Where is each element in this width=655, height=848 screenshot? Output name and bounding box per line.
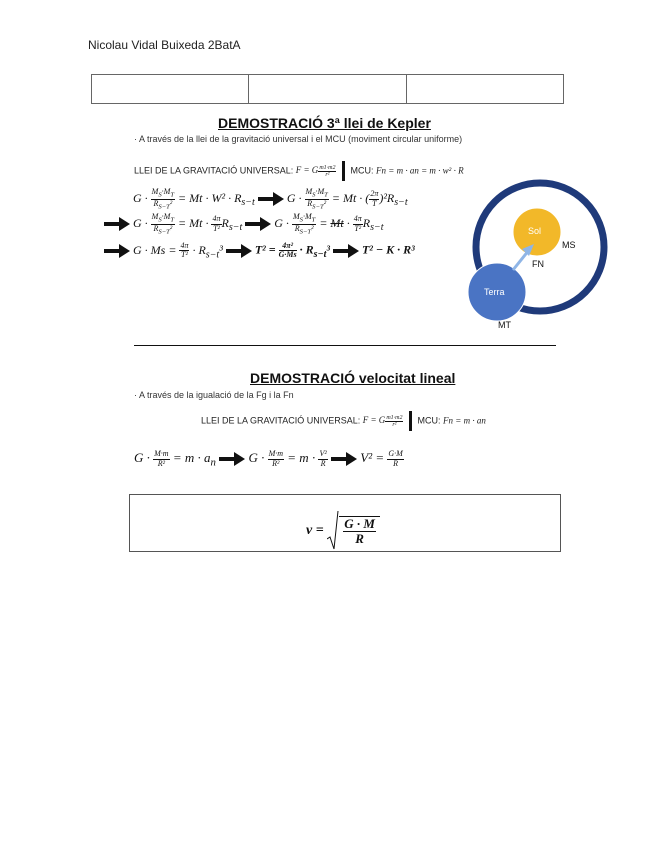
mcu-formula: Fn = m · an = m · w² · R (376, 165, 464, 176)
section-divider (134, 345, 556, 346)
equation-row-3: G · Ms = $\frac{4\pi}{\text{T²}}$ · $R_{s-t}^3$ T² = $\frac{\text{4π²}}{G\cdot Ms}$ · $R_{s-t}^3$ T² − K · R³ (104, 242, 415, 260)
orbit-diagram (465, 170, 615, 340)
section-title-kepler: DEMOSTRACIÓ 3ª llei de Kepler (218, 115, 431, 131)
section-title-velocity: DEMOSTRACIÓ velocitat lineal (250, 370, 456, 386)
right-arrow-icon (104, 244, 130, 258)
table-cell (92, 75, 249, 104)
law-line-velocity (201, 411, 486, 431)
earth-mass-label: MT (498, 320, 511, 330)
result-formula-box (129, 494, 561, 552)
gravitation-law-label: LLEI DE LA GRAVITACIÓ UNIVERSAL: (201, 415, 361, 426)
right-arrow-icon (219, 452, 245, 466)
right-arrow-icon (331, 452, 357, 466)
mcu-formula: Fn = m · an (443, 415, 486, 426)
equation-row-2: G · $\frac{M_S\cdot M_T}{R_{S-T}^2}$ = Mt · $\frac{4\pi}{\text{T²}}$ $R_{s-t}$ G · $\frac{M_S\cdot M_T}{R_{S-T}^2}$ = Mt · $\frac{4\pi}{\text{T²}}$ $R_{s-t}$ (104, 213, 384, 235)
gravitation-formula: F = G $\frac{m1\cdot m2}{\text{r²}}$ (295, 164, 336, 178)
equation-row-1: G · $\frac{M_S\cdot M_T}{R_{S-T}^2}$ = $Mt \cdot W^2 \cdot R_{s-t}$ G · $\frac{M_S\cdot M_T}{R_{S-T}^2}$ = Mt · ( $\frac{2\pi}{T}$ )$^2R_{s-t}$ (133, 187, 408, 211)
velocity-formula: v = $\frac{G \cdot M}{R}$ (306, 511, 380, 551)
right-arrow-icon (226, 244, 252, 258)
right-arrow-icon (104, 217, 130, 231)
force-label: FN (532, 259, 544, 269)
header-table (91, 74, 564, 104)
table-cell (406, 75, 563, 104)
sun-label: Sol (528, 226, 542, 236)
section-intro-kepler: · A través de la llei de la gravitació universal i el MCU (moviment circular uniforme) (134, 134, 463, 144)
mcu-label: MCU: (417, 415, 441, 426)
right-arrow-icon (258, 192, 284, 206)
gravitation-law-label: LLEI DE LA GRAVITACIÓ UNIVERSAL: (134, 165, 294, 176)
mcu-label: MCU: (350, 165, 374, 176)
right-arrow-icon (245, 217, 271, 231)
gravitation-formula: F = G $\frac{m1\cdot m2}{\text{r²}}$ (362, 414, 403, 428)
sqrt-icon (327, 511, 339, 551)
law-line-kepler (134, 161, 464, 181)
right-arrow-icon (333, 244, 359, 258)
sun-mass-label: MS (562, 240, 576, 250)
earth-label: Terra (484, 287, 505, 297)
separator-bar (342, 161, 345, 181)
table-cell (249, 75, 406, 104)
document-header: Nicolau Vidal Buixeda 2BatA (88, 38, 241, 52)
section-intro-velocity: · A través de la igualació de la Fg i la Fn (134, 390, 294, 400)
equation-row-velocity: G · $\frac{M\cdot m}{\text{R²}}$ = $m \cdot a_n$ G · $\frac{M\cdot m}{\text{R²}}$ = m · $\frac{\text{V²}}{R}$ V² = $\frac{G\cdot M}{R}$ (134, 449, 403, 469)
separator-bar (409, 411, 412, 431)
